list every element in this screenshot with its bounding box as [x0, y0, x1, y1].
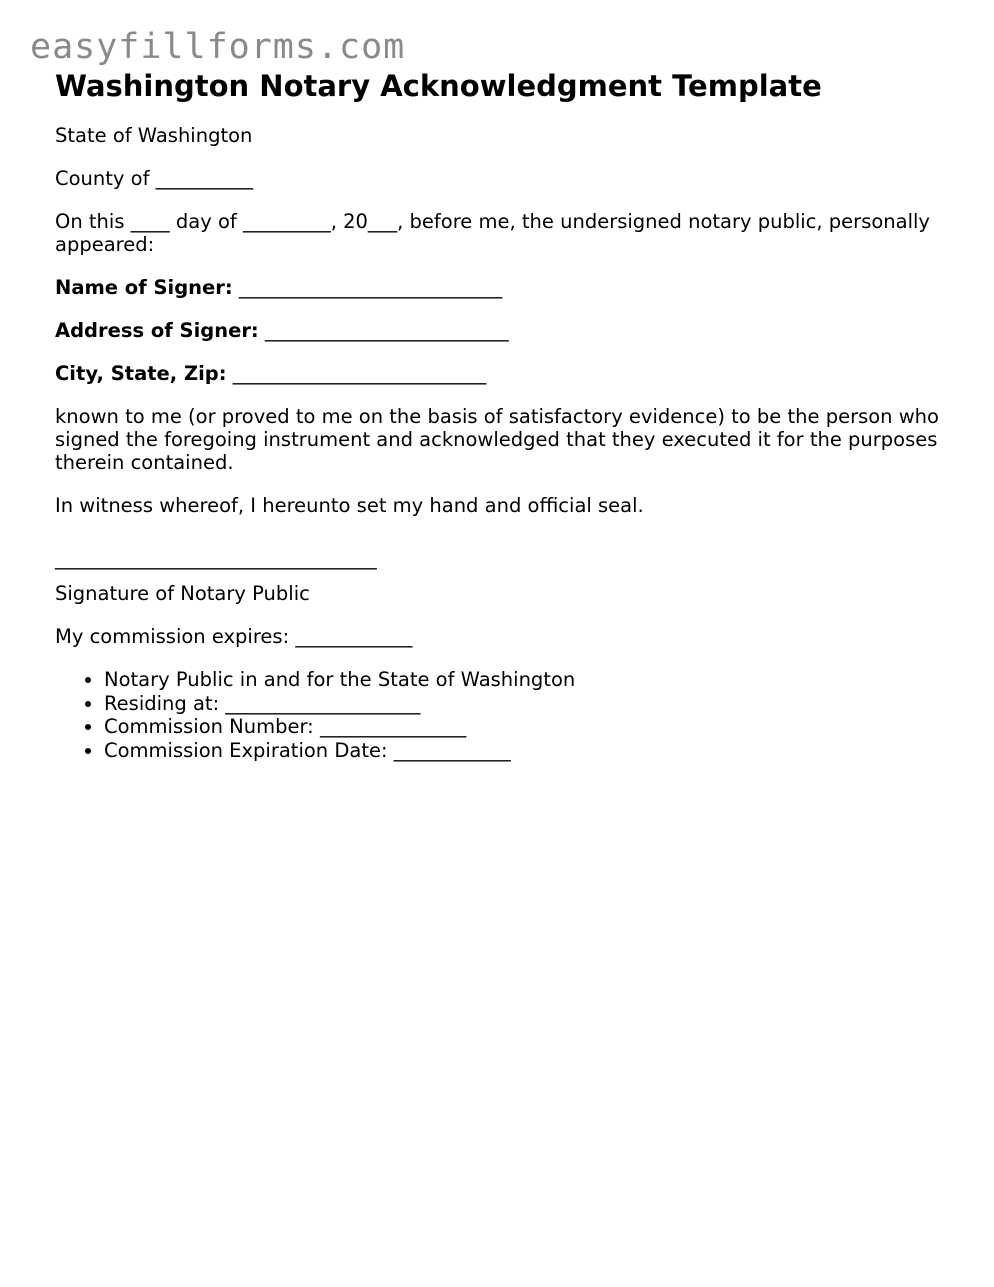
county-line: County of __________ — [55, 167, 254, 190]
list-item: • Commission Expiration Date: ____________ — [104, 739, 945, 763]
known-paragraph: known to me (or proved to me on the basis of satisfactory evidence) to be the person who signed the foregoing instrument and acknowledged that they executed it for the purposes therein contained. — [55, 405, 939, 474]
state-line: State of Washington — [55, 124, 253, 147]
list-item: • Residing at: ____________________ — [104, 692, 945, 716]
commission-expires-line: My commission expires: ____________ — [55, 625, 413, 648]
signer-address-blank: _________________________ — [258, 319, 509, 342]
document-title: Washington Notary Acknowledgment Template — [55, 69, 822, 103]
notary-details-list — [55, 668, 945, 762]
list-item: • Notary Public in and for the State of Washington — [104, 668, 945, 692]
list-item: • Commission Number: _______________ — [104, 715, 945, 739]
signer-address-label: Address of Signer: — [55, 319, 259, 342]
signature-line: _________________________________ — [55, 547, 377, 570]
city-state-zip-label: City, State, Zip: — [55, 362, 227, 385]
signature-caption: Signature of Notary Public — [55, 582, 310, 605]
signer-address-field — [55, 319, 945, 342]
watermark-logo-text: easyfillforms.com — [30, 27, 406, 67]
signer-name-blank: ___________________________ — [232, 276, 503, 299]
witness-paragraph: In witness whereof, I hereunto set my hand and official seal. — [55, 494, 644, 517]
signer-name-field — [55, 276, 945, 299]
intro-paragraph: On this ____ day of _________, 20___, before me, the undersigned notary public, personally appeared: — [55, 210, 930, 256]
document-body — [55, 68, 945, 762]
city-state-zip-blank: __________________________ — [226, 362, 487, 385]
city-state-zip-field — [55, 362, 945, 385]
signer-name-label: Name of Signer: — [55, 276, 233, 299]
